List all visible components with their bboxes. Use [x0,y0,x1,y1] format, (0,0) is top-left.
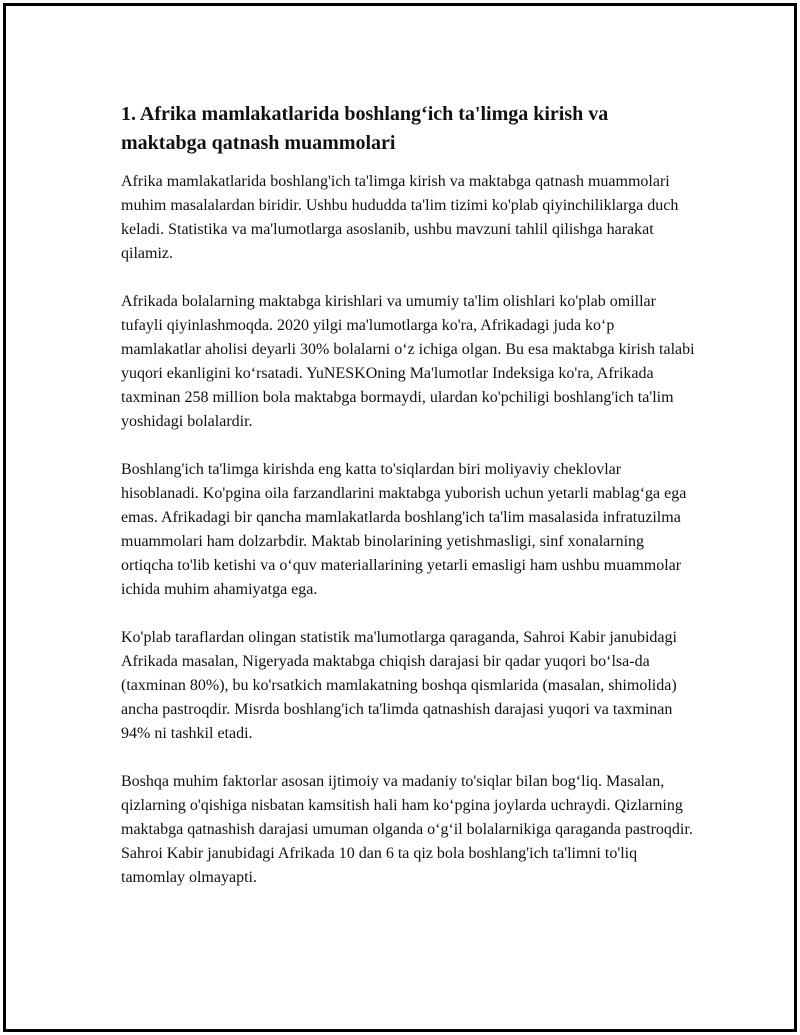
section-heading: 1. Afrika mamlakatlarida boshlang‘ich ta'limga kirish va maktabga qatnash muammolari [121,103,609,154]
paragraph-social-factors: Boshqa muhim faktorlar asosan ijtimoiy va madaniy to'siqlar bilan bog‘liq. Masalan, qizlarning o'qishiga nisbatan kamsitish hali ham ko‘pgina joylarda uchraydi. Qizlarning maktabga qatnashish darajasi umuman olganda o‘g‘il bolalarnikiga qaraganda pastroqdir. Sahroi Kabir janubidagi Afrikada 10 dan 6 ta qiz bola boshlang'ich ta'limni to'liq tamomlay olmayapti. [121,773,693,886]
paragraph-statistics: Ko'plab taraflardan olingan statistik ma'lumotlarga qaraganda, Sahroi Kabir janubidagi Afrikada masalan, Nigeryada maktabga chiqish darajasi bir qadar yuqori bo‘lsa-da (taxminan 80%), bu ko'rsatkich mamlakatning boshqa qismlarida (masalan, shimolida) ancha pastroqdir. Misrda boshlang'ich ta'limda qatnashish darajasi yuqori va taxminan 94% ni tashkil etadi. [121,629,677,742]
document-page [3,3,797,1032]
paragraph-intro: Afrika mamlakatlarida boshlang'ich ta'limga kirish va maktabga qatnash muammolari muhim masalalardan biridir. Ushbu hududda ta'lim tizimi ko'plab qiyinchiliklarga duch keladi. Statistika va ma'lumotlarga asoslanib, ushbu mavzuni tahlil qilishga harakat qilamiz. [121,173,679,262]
document-content [121,100,696,914]
paragraph-barriers: Boshlang'ich ta'limga kirishda eng katta to'siqlardan biri moliyaviy cheklovlar hisoblanadi. Ko'pgina oila farzandlarini maktabga yuborish uchun yetarli mablag‘ga ega emas. Afrikadagi bir qancha mamlakatlarda boshlang'ich ta'lim masalasida infratuzilma muammolari ham dolzarbdir. Maktab binolarining yetishmasligi, sinf xonalarning ortiqcha to'lib ketishi va o‘quv materiallarining yetarli emasligi ham ushbu muammolar ichida muhim ahamiyatga ega. [121,461,687,598]
paragraph-enrollment: Afrikada bolalarning maktabga kirishlari va umumiy ta'lim olishlari ko'plab omillar tufayli qiyinlashmoqda. 2020 yilgi ma'lumotlarga ko'ra, Afrikadagi juda ko‘p mamlakatlar aholisi deyarli 30% bolalarni o‘z ichiga olgan. Bu esa maktabga kirish talabi yuqori ekanligini ko‘rsatadi. YuNESKOning Ma'lumotlar Indeksiga ko'ra, Afrikada taxminan 258 million bola maktabga bormaydi, ulardan ko'pchiligi boshlang'ich ta'lim yoshidagi bolalardir. [121,293,695,430]
